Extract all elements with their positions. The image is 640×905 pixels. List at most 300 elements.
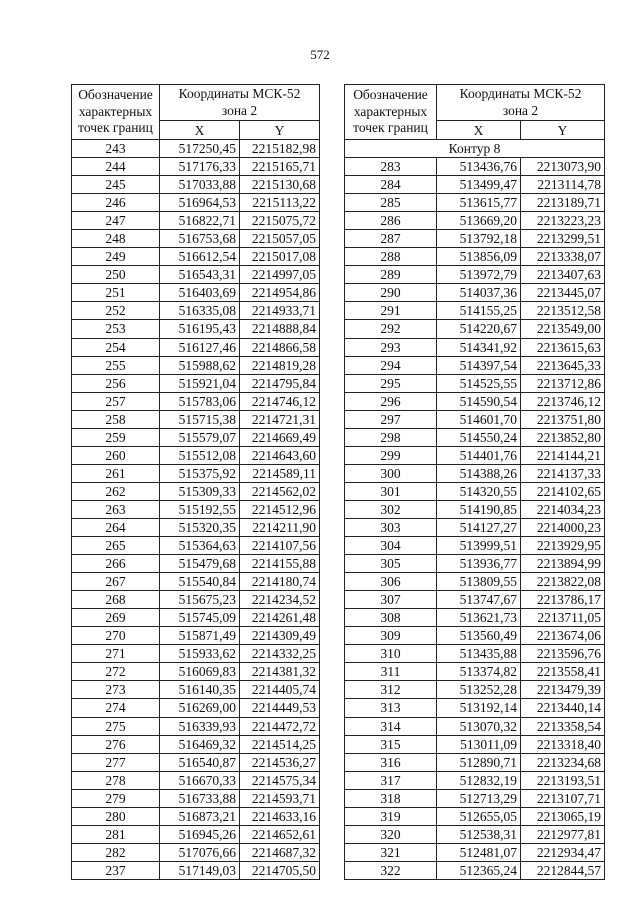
y-header: Y xyxy=(240,121,320,140)
point-number-cell: 293 xyxy=(345,338,437,356)
x-coordinate-cell: 514401,76 xyxy=(437,446,521,464)
table-row xyxy=(345,158,605,176)
header-line: Обозначение xyxy=(78,87,153,103)
table-row xyxy=(72,140,320,158)
x-coordinate-cell: 515579,07 xyxy=(160,428,240,446)
table-body-right xyxy=(345,140,605,880)
x-coordinate-cell: 515745,09 xyxy=(160,609,240,627)
y-coordinate-cell: 2214819,28 xyxy=(240,356,320,374)
x-coordinate-cell: 515988,62 xyxy=(160,356,240,374)
table-row xyxy=(345,320,605,338)
y-coordinate-cell: 2214137,33 xyxy=(521,464,605,482)
x-coordinate-cell: 512713,29 xyxy=(437,789,521,807)
table-row xyxy=(72,789,320,807)
point-number-cell: 322 xyxy=(345,861,437,879)
point-number-cell: 300 xyxy=(345,464,437,482)
y-coordinate-cell: 2214589,11 xyxy=(240,464,320,482)
table-row xyxy=(72,717,320,735)
table-row xyxy=(72,392,320,410)
y-coordinate-cell: 2213558,41 xyxy=(521,663,605,681)
x-coordinate-cell: 514220,67 xyxy=(437,320,521,338)
table-row xyxy=(345,410,605,428)
table-row xyxy=(72,302,320,320)
table-row xyxy=(72,338,320,356)
point-number-cell: 266 xyxy=(72,555,160,573)
point-number-cell: 243 xyxy=(72,140,160,158)
table-row xyxy=(345,537,605,555)
table-row xyxy=(345,428,605,446)
point-number-cell: 272 xyxy=(72,663,160,681)
point-number-cell: 290 xyxy=(345,284,437,302)
x-coordinate-cell: 515512,08 xyxy=(160,446,240,464)
x-coordinate-cell: 514320,55 xyxy=(437,482,521,500)
y-coordinate-cell: 2214652,61 xyxy=(240,825,320,843)
point-number-cell: 312 xyxy=(345,681,437,699)
x-coordinate-cell: 513621,73 xyxy=(437,609,521,627)
x-coordinate-cell: 516612,54 xyxy=(160,248,240,266)
table-row xyxy=(72,591,320,609)
y-coordinate-cell: 2213712,86 xyxy=(521,374,605,392)
header-line: точек границ xyxy=(353,120,428,136)
header-line: Обозначение xyxy=(353,87,428,103)
contour-row xyxy=(345,140,605,158)
point-number-cell: 247 xyxy=(72,212,160,230)
y-coordinate-cell: 2214705,50 xyxy=(240,861,320,879)
y-coordinate-cell: 2214562,02 xyxy=(240,482,320,500)
y-coordinate-cell: 2213786,17 xyxy=(521,591,605,609)
point-number-cell: 261 xyxy=(72,464,160,482)
table-row xyxy=(345,230,605,248)
point-number-cell: 315 xyxy=(345,735,437,753)
y-coordinate-cell: 2214593,71 xyxy=(240,789,320,807)
table-row xyxy=(345,753,605,771)
point-number-cell: 250 xyxy=(72,266,160,284)
x-coordinate-cell: 512890,71 xyxy=(437,753,521,771)
coords-header-line: зона 2 xyxy=(502,102,539,118)
header-line: характерных xyxy=(78,103,153,119)
y-coordinate-cell: 2215165,71 xyxy=(240,158,320,176)
x-coordinate-cell: 514601,70 xyxy=(437,410,521,428)
y-coordinate-cell: 2214888,84 xyxy=(240,320,320,338)
point-number-cell: 271 xyxy=(72,645,160,663)
y-coordinate-cell: 2215075,72 xyxy=(240,212,320,230)
y-coordinate-cell: 2214000,23 xyxy=(521,518,605,536)
point-number-cell: 317 xyxy=(345,771,437,789)
x-coordinate-cell: 515871,49 xyxy=(160,627,240,645)
y-coordinate-cell: 2213440,14 xyxy=(521,699,605,717)
x-coordinate-cell: 514388,26 xyxy=(437,464,521,482)
x-coordinate-cell: 514590,54 xyxy=(437,392,521,410)
y-coordinate-cell: 2213234,68 xyxy=(521,753,605,771)
y-coordinate-cell: 2213894,99 xyxy=(521,555,605,573)
header-line: характерных xyxy=(353,103,428,119)
y-coordinate-cell: 2214405,74 xyxy=(240,681,320,699)
y-coordinate-cell: 2214933,71 xyxy=(240,302,320,320)
x-coordinate-cell: 515320,35 xyxy=(160,518,240,536)
y-coordinate-cell: 2214472,72 xyxy=(240,717,320,735)
point-number-cell: 252 xyxy=(72,302,160,320)
point-number-cell: 283 xyxy=(345,158,437,176)
table-row xyxy=(345,591,605,609)
table-body-left xyxy=(72,140,320,880)
point-number-cell: 253 xyxy=(72,320,160,338)
table-row xyxy=(345,735,605,753)
point-number-cell: 289 xyxy=(345,266,437,284)
y-coordinate-cell: 2213645,33 xyxy=(521,356,605,374)
y-coordinate-cell: 2213751,80 xyxy=(521,410,605,428)
y-header: Y xyxy=(521,121,605,140)
y-coordinate-cell: 2214107,56 xyxy=(240,537,320,555)
y-coordinate-cell: 2214449,53 xyxy=(240,699,320,717)
y-coordinate-cell: 2214721,31 xyxy=(240,410,320,428)
table-row xyxy=(72,627,320,645)
point-number-cell: 297 xyxy=(345,410,437,428)
table-row xyxy=(345,789,605,807)
coords-header-line: зона 2 xyxy=(221,102,258,118)
x-coordinate-cell: 516069,83 xyxy=(160,663,240,681)
table-row xyxy=(72,482,320,500)
table-row xyxy=(345,176,605,194)
table-row xyxy=(345,861,605,879)
table-row xyxy=(72,158,320,176)
table-row xyxy=(72,735,320,753)
y-coordinate-cell: 2214234,52 xyxy=(240,591,320,609)
x-coordinate-cell: 515921,04 xyxy=(160,374,240,392)
table-row xyxy=(345,302,605,320)
x-coordinate-cell: 516670,33 xyxy=(160,771,240,789)
x-coordinate-cell: 513615,77 xyxy=(437,194,521,212)
table-row xyxy=(72,500,320,518)
table-row xyxy=(345,194,605,212)
x-coordinate-cell: 515309,33 xyxy=(160,482,240,500)
table-row xyxy=(345,500,605,518)
point-number-cell: 304 xyxy=(345,537,437,555)
point-number-cell: 249 xyxy=(72,248,160,266)
table-row xyxy=(72,753,320,771)
x-coordinate-cell: 516945,26 xyxy=(160,825,240,843)
table-row xyxy=(345,807,605,825)
x-coordinate-cell: 515540,84 xyxy=(160,573,240,591)
table-row xyxy=(345,248,605,266)
x-coordinate-cell: 516469,32 xyxy=(160,735,240,753)
y-coordinate-cell: 2212934,47 xyxy=(521,843,605,861)
point-number-cell: 268 xyxy=(72,591,160,609)
y-coordinate-cell: 2213596,76 xyxy=(521,645,605,663)
point-number-cell: 305 xyxy=(345,555,437,573)
y-coordinate-cell: 2213929,95 xyxy=(521,537,605,555)
coordinates-table-right xyxy=(344,84,605,880)
point-number-cell: 314 xyxy=(345,717,437,735)
point-number-cell: 298 xyxy=(345,428,437,446)
point-number-cell: 254 xyxy=(72,338,160,356)
point-number-cell: 262 xyxy=(72,482,160,500)
y-coordinate-cell: 2213114,78 xyxy=(521,176,605,194)
x-coordinate-cell: 515933,62 xyxy=(160,645,240,663)
x-coordinate-cell: 514397,54 xyxy=(437,356,521,374)
point-number-cell: 237 xyxy=(72,861,160,879)
x-coordinate-cell: 515783,06 xyxy=(160,392,240,410)
y-coordinate-cell: 2213445,07 xyxy=(521,284,605,302)
y-coordinate-cell: 2213615,63 xyxy=(521,338,605,356)
table-row xyxy=(345,374,605,392)
point-number-cell: 280 xyxy=(72,807,160,825)
coords-header-line: Координаты МСК-52 xyxy=(178,86,301,102)
table-row xyxy=(72,194,320,212)
x-coordinate-cell: 513560,49 xyxy=(437,627,521,645)
table-row xyxy=(72,374,320,392)
x-coordinate-cell: 513669,20 xyxy=(437,212,521,230)
y-coordinate-cell: 2215113,22 xyxy=(240,194,320,212)
point-number-cell: 311 xyxy=(345,663,437,681)
x-coordinate-cell: 513435,88 xyxy=(437,645,521,663)
x-coordinate-cell: 513792,18 xyxy=(437,230,521,248)
y-coordinate-cell: 2215017,08 xyxy=(240,248,320,266)
x-coordinate-cell: 513070,32 xyxy=(437,717,521,735)
x-coordinate-cell: 512655,05 xyxy=(437,807,521,825)
x-coordinate-cell: 514550,24 xyxy=(437,428,521,446)
x-coordinate-cell: 516127,46 xyxy=(160,338,240,356)
coordinates-table-left xyxy=(71,84,320,880)
point-number-cell: 246 xyxy=(72,194,160,212)
table-row xyxy=(345,356,605,374)
point-number-cell: 263 xyxy=(72,500,160,518)
coords-header-line: Координаты МСК-52 xyxy=(459,86,582,102)
table-row xyxy=(72,609,320,627)
point-number-cell: 307 xyxy=(345,591,437,609)
table-row xyxy=(345,518,605,536)
table-row xyxy=(345,627,605,645)
x-coordinate-cell: 515375,92 xyxy=(160,464,240,482)
y-coordinate-cell: 2214536,27 xyxy=(240,753,320,771)
table-row xyxy=(72,807,320,825)
point-number-cell: 245 xyxy=(72,176,160,194)
y-coordinate-cell: 2213189,71 xyxy=(521,194,605,212)
x-coordinate-cell: 517076,66 xyxy=(160,843,240,861)
table-row xyxy=(72,645,320,663)
y-coordinate-cell: 2213479,39 xyxy=(521,681,605,699)
x-coordinate-cell: 514127,27 xyxy=(437,518,521,536)
x-coordinate-cell: 512832,19 xyxy=(437,771,521,789)
x-coordinate-cell: 513972,79 xyxy=(437,266,521,284)
table-row xyxy=(72,212,320,230)
point-number-cell: 259 xyxy=(72,428,160,446)
x-coordinate-cell: 514155,25 xyxy=(437,302,521,320)
point-number-cell: 287 xyxy=(345,230,437,248)
x-coordinate-cell: 517149,03 xyxy=(160,861,240,879)
point-number-cell: 308 xyxy=(345,609,437,627)
y-coordinate-cell: 2213107,71 xyxy=(521,789,605,807)
table-row xyxy=(72,266,320,284)
table-row xyxy=(72,555,320,573)
x-coordinate-cell: 515675,23 xyxy=(160,591,240,609)
y-coordinate-cell: 2214669,49 xyxy=(240,428,320,446)
point-number-cell: 278 xyxy=(72,771,160,789)
point-number-cell: 319 xyxy=(345,807,437,825)
x-coordinate-cell: 516964,53 xyxy=(160,194,240,212)
point-number-cell: 255 xyxy=(72,356,160,374)
point-number-cell: 277 xyxy=(72,753,160,771)
y-coordinate-cell: 2213223,23 xyxy=(521,212,605,230)
point-number-cell: 251 xyxy=(72,284,160,302)
y-coordinate-cell: 2214381,32 xyxy=(240,663,320,681)
table-row xyxy=(72,176,320,194)
point-number-cell: 285 xyxy=(345,194,437,212)
x-coordinate-cell: 514037,36 xyxy=(437,284,521,302)
point-number-cell: 318 xyxy=(345,789,437,807)
table-row xyxy=(72,248,320,266)
coords-header xyxy=(437,85,605,121)
x-coordinate-cell: 514341,92 xyxy=(437,338,521,356)
table-row xyxy=(345,681,605,699)
point-number-cell: 303 xyxy=(345,518,437,536)
point-number-cell: 321 xyxy=(345,843,437,861)
table-row xyxy=(345,284,605,302)
y-coordinate-cell: 2214155,88 xyxy=(240,555,320,573)
point-number-cell: 316 xyxy=(345,753,437,771)
x-coordinate-cell: 513999,51 xyxy=(437,537,521,555)
x-coordinate-cell: 516403,69 xyxy=(160,284,240,302)
table-row xyxy=(72,843,320,861)
table-row xyxy=(345,573,605,591)
x-coordinate-cell: 515715,38 xyxy=(160,410,240,428)
y-coordinate-cell: 2212844,57 xyxy=(521,861,605,879)
y-coordinate-cell: 2213512,58 xyxy=(521,302,605,320)
x-coordinate-cell: 516269,00 xyxy=(160,699,240,717)
table-row xyxy=(72,573,320,591)
table-row xyxy=(72,825,320,843)
y-coordinate-cell: 2213318,40 xyxy=(521,735,605,753)
y-coordinate-cell: 2214180,74 xyxy=(240,573,320,591)
point-number-cell: 275 xyxy=(72,717,160,735)
y-coordinate-cell: 2213407,63 xyxy=(521,266,605,284)
table-row xyxy=(72,428,320,446)
table-row xyxy=(345,717,605,735)
point-number-cell: 313 xyxy=(345,699,437,717)
point-number-cell: 260 xyxy=(72,446,160,464)
x-coordinate-cell: 515364,63 xyxy=(160,537,240,555)
point-number-cell: 269 xyxy=(72,609,160,627)
y-coordinate-cell: 2214575,34 xyxy=(240,771,320,789)
y-coordinate-cell: 2214102,65 xyxy=(521,482,605,500)
y-coordinate-cell: 2214687,32 xyxy=(240,843,320,861)
x-coordinate-cell: 512365,24 xyxy=(437,861,521,879)
table-row xyxy=(345,446,605,464)
table-row xyxy=(345,338,605,356)
y-coordinate-cell: 2214866,58 xyxy=(240,338,320,356)
point-number-cell: 320 xyxy=(345,825,437,843)
x-coordinate-cell: 517033,88 xyxy=(160,176,240,194)
point-number-cell: 294 xyxy=(345,356,437,374)
y-coordinate-cell: 2213193,51 xyxy=(521,771,605,789)
x-coordinate-cell: 512538,31 xyxy=(437,825,521,843)
point-number-cell: 310 xyxy=(345,645,437,663)
table-row xyxy=(345,645,605,663)
y-coordinate-cell: 2214633,16 xyxy=(240,807,320,825)
header-line: точек границ xyxy=(78,120,153,136)
y-coordinate-cell: 2213065,19 xyxy=(521,807,605,825)
point-number-cell: 265 xyxy=(72,537,160,555)
table-row xyxy=(345,771,605,789)
y-coordinate-cell: 2214514,25 xyxy=(240,735,320,753)
point-number-cell: 282 xyxy=(72,843,160,861)
x-coordinate-cell: 516873,21 xyxy=(160,807,240,825)
x-coordinate-cell: 513374,82 xyxy=(437,663,521,681)
point-number-cell: 274 xyxy=(72,699,160,717)
y-coordinate-cell: 2214997,05 xyxy=(240,266,320,284)
table-row xyxy=(72,681,320,699)
x-coordinate-cell: 515479,68 xyxy=(160,555,240,573)
point-label-header xyxy=(72,85,160,140)
table-row xyxy=(72,771,320,789)
y-coordinate-cell: 2214643,60 xyxy=(240,446,320,464)
x-coordinate-cell: 513011,09 xyxy=(437,735,521,753)
table-row xyxy=(345,825,605,843)
point-label-header xyxy=(345,85,437,140)
x-coordinate-cell: 513252,28 xyxy=(437,681,521,699)
table-row xyxy=(72,663,320,681)
coords-header xyxy=(160,85,320,121)
x-coordinate-cell: 513747,67 xyxy=(437,591,521,609)
point-number-cell: 292 xyxy=(345,320,437,338)
x-coordinate-cell: 513936,77 xyxy=(437,555,521,573)
x-coordinate-cell: 517250,45 xyxy=(160,140,240,158)
point-number-cell: 301 xyxy=(345,482,437,500)
table-row xyxy=(72,410,320,428)
point-number-cell: 306 xyxy=(345,573,437,591)
table-row xyxy=(72,320,320,338)
x-coordinate-cell: 513192,14 xyxy=(437,699,521,717)
point-number-cell: 279 xyxy=(72,789,160,807)
y-coordinate-cell: 2213073,90 xyxy=(521,158,605,176)
y-coordinate-cell: 2213338,07 xyxy=(521,248,605,266)
table-row xyxy=(72,537,320,555)
table-row xyxy=(345,392,605,410)
x-coordinate-cell: 513856,09 xyxy=(437,248,521,266)
x-coordinate-cell: 513499,47 xyxy=(437,176,521,194)
point-number-cell: 276 xyxy=(72,735,160,753)
point-number-cell: 295 xyxy=(345,374,437,392)
x-coordinate-cell: 513436,76 xyxy=(437,158,521,176)
y-coordinate-cell: 2213549,00 xyxy=(521,320,605,338)
y-coordinate-cell: 2214211,90 xyxy=(240,518,320,536)
x-coordinate-cell: 516753,68 xyxy=(160,230,240,248)
point-number-cell: 257 xyxy=(72,392,160,410)
x-coordinate-cell: 513809,55 xyxy=(437,573,521,591)
y-coordinate-cell: 2213299,51 xyxy=(521,230,605,248)
point-number-cell: 296 xyxy=(345,392,437,410)
y-coordinate-cell: 2214034,23 xyxy=(521,500,605,518)
table-row xyxy=(72,284,320,302)
point-number-cell: 267 xyxy=(72,573,160,591)
table-row xyxy=(72,861,320,879)
point-number-cell: 299 xyxy=(345,446,437,464)
y-coordinate-cell: 2213711,05 xyxy=(521,609,605,627)
x-coordinate-cell: 516540,87 xyxy=(160,753,240,771)
x-coordinate-cell: 514190,85 xyxy=(437,500,521,518)
y-coordinate-cell: 2214309,49 xyxy=(240,627,320,645)
y-coordinate-cell: 2213822,08 xyxy=(521,573,605,591)
y-coordinate-cell: 2214332,25 xyxy=(240,645,320,663)
point-number-cell: 256 xyxy=(72,374,160,392)
x-coordinate-cell: 515192,55 xyxy=(160,500,240,518)
table-row xyxy=(345,663,605,681)
contour-label: Контур 8 xyxy=(345,140,605,158)
table-row xyxy=(345,843,605,861)
page-number: 572 xyxy=(310,47,330,62)
y-coordinate-cell: 2215182,98 xyxy=(240,140,320,158)
table-row xyxy=(72,464,320,482)
point-number-cell: 258 xyxy=(72,410,160,428)
